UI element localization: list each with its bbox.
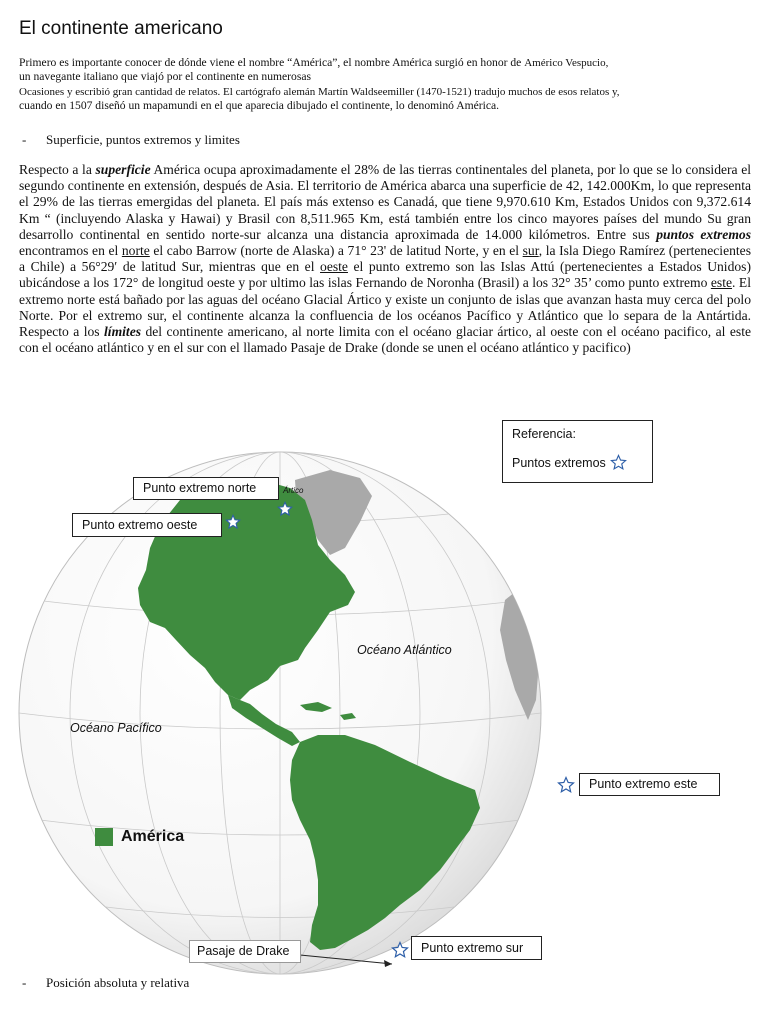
bullet-text: Superficie, puntos extremos y limites bbox=[46, 132, 240, 147]
para-text: el punto extremo son las Islas Attú (pertenecientes a Estados Unidos) ubicándose a los 172° de longitud oeste y por ultimo las islas Fernando de Noronha (Brasil) a los 32° 35’ como punto extremo bbox=[19, 259, 751, 291]
para-emphasis: puntos extremos bbox=[656, 226, 751, 242]
page-title: El continente americano bbox=[19, 18, 223, 39]
north-point-callout: Punto extremo norte bbox=[133, 477, 279, 500]
reference-box bbox=[502, 420, 653, 483]
para-text: . El extremo norte está bañado por las aguas del océano Glacial Ártico y existe un conjunto de islas que avanzan hasta muy cerca del polo Norte. Por el extremo sur, el continente alcanza la confluencia de los océanos Pacífico y Atlántico que lo separa de la Antártida. Respecto a los bbox=[19, 275, 751, 340]
bullet-text: Posición absoluta y relativa bbox=[46, 975, 190, 990]
para-text: América ocupa aproximadamente el 28% de las tierras continentales del planeta, por lo que se lo considera el segundo continente en extensión, después de Asia. El territorio de América abarca una superficie de 42, 142.000Km, lo que representa el 29% de las tierras emergidas del planeta. El país más extenso es Canadá, que tiene 9,970.610 Km, Estados Unidos con 9,372.614 Km “ (incluyendo Alaska y Hawai) y Brasil con 8,511.965 Km, está también entre los cinco mayores países del mundo Su gran desarrollo continental en sentido norte-sur alcanza una distancia aproximada de 14.000 kilómetros. Entre sus bbox=[19, 162, 752, 242]
pacific-ocean-label: Océano Pacífico bbox=[70, 721, 162, 735]
intro-line: cuando en 1507 diseñó un mapamundi en el que aparecia dibujado el continente, lo denominó América. bbox=[19, 99, 500, 113]
intro-text: Américo Vespucio, bbox=[524, 57, 609, 69]
bullet-dash: - bbox=[22, 132, 27, 147]
para-underline: sur bbox=[522, 243, 539, 259]
para-text: encontramos en el bbox=[19, 243, 122, 259]
para-underline: oeste bbox=[320, 259, 348, 275]
south-point-callout: Punto extremo sur bbox=[411, 936, 542, 960]
para-text: del continente americano, al norte limita con el océano glaciar ártico, al oeste con el océano pacifico, al este con el océano atlántico y en el sur con el llamado Pasaje de Drake (donde se unen el océano atlántico y pacifico) bbox=[19, 324, 752, 356]
reference-item-label: Puntos extremos bbox=[512, 455, 606, 470]
east-point-callout: Punto extremo este bbox=[579, 773, 720, 796]
drake-passage-callout: Pasaje de Drake bbox=[189, 940, 301, 963]
para-emphasis: límites bbox=[104, 324, 142, 340]
para-text: el cabo Barrow (norte de Alaska) a 71° 23' de latitud Norte, y en el bbox=[149, 243, 523, 259]
intro-line: un navegante italiano que viajó por el continente en numerosas bbox=[19, 70, 312, 84]
para-emphasis: superficie bbox=[95, 162, 151, 177]
atlantic-ocean-label: Océano Atlántico bbox=[357, 643, 452, 657]
west-point-callout: Punto extremo oeste bbox=[72, 513, 222, 537]
para-underline: norte bbox=[121, 243, 150, 259]
bullet-dash: - bbox=[22, 975, 27, 990]
legend-label: América bbox=[121, 828, 185, 845]
para-text: Respecto a la bbox=[19, 162, 96, 177]
arctic-label: Ártico bbox=[283, 486, 304, 495]
para-underline: este bbox=[710, 275, 733, 291]
reference-item bbox=[512, 454, 643, 471]
section-bullet-posicion bbox=[22, 975, 189, 991]
reference-title: Referencia: bbox=[512, 427, 576, 441]
intro-line: Ocasiones y escribió gran cantidad de relatos. El cartógrafo alemán Martín Waldseemiller (1470-1521) tradujo muchos de esos relatos y, bbox=[19, 85, 620, 98]
intro-text: Primero es importante conocer de dónde viene el nombre “América”, el nombre América surgió en honor de bbox=[19, 56, 525, 69]
para-text: , la Isla Diego Ramírez (pertenecientes a Chile) a 56°29′ de latitud Sur, mientras que en el bbox=[19, 243, 752, 275]
reference-star-icon bbox=[610, 454, 627, 471]
